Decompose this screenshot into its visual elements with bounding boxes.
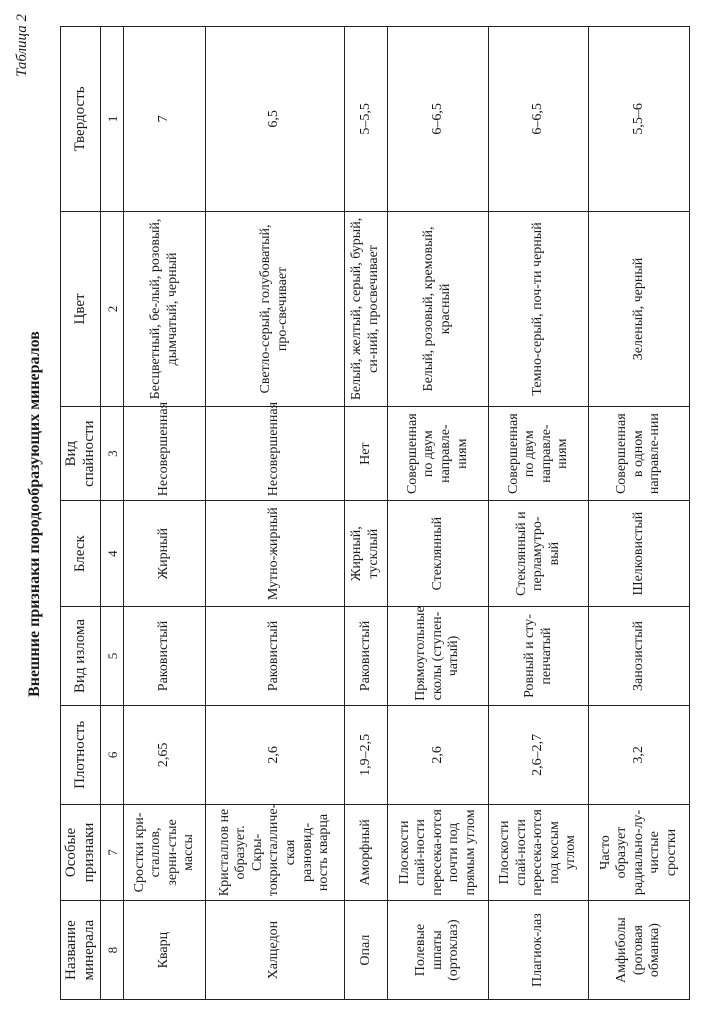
cell-luster: Жирный [124,501,206,607]
cell-features: Плоскости спай-ности пересека-ются почти под прямым углом [388,804,489,900]
cell-fracture: Раковистый [205,607,344,706]
header-density: Плотность [61,705,101,804]
cell-density: 2,65 [124,705,206,804]
table-title: Внешние признаки породообразующих минералов [26,331,43,697]
cell-hardness: 5,5–6 [589,27,690,212]
header-hardness: Твердость [61,27,101,212]
cell-cleavage: Нет [344,407,388,501]
table-row [388,27,489,1000]
cell-features: Кристаллов не образует. Скры-токристалличе-ская разновид-ность кварца [205,804,344,900]
cell-name: Кварц [124,901,206,1000]
table-label: Таблица 2 [14,14,30,77]
cell-luster: Стеклянный [388,501,489,607]
minerals-table [60,26,690,1000]
table-row [488,27,589,1000]
table-row [205,27,344,1000]
cell-color: Светло-серый, голубоватый, про-свечивает [205,211,344,406]
column-number-1: 1 [101,27,124,212]
cell-hardness: 6–6,5 [488,27,589,212]
header-fracture: Вид излома [61,607,101,706]
cell-color: Бесцветный, бе-лый, розовый, дымчатый, черный [124,211,206,406]
cell-cleavage: Несовершенная [124,407,206,501]
column-number-4: 4 [101,501,124,607]
column-number-7: 7 [101,804,124,900]
header-features: Особые признаки [61,804,101,900]
column-number-3: 3 [101,407,124,501]
cell-features: Плоскости спай-ности пересека-ются под косым углом [488,804,589,900]
cell-luster: Стеклянный и перламутро-вый [488,501,589,607]
column-number-8: 8 [101,901,124,1000]
cell-fracture: Раковистый [344,607,388,706]
cell-luster: Шелковистый [589,501,690,607]
cell-features: Аморфный [344,804,388,900]
header-cleavage: Вид спайности [61,407,101,501]
cell-color: Зеленый, черный [589,211,690,406]
column-number-6: 6 [101,705,124,804]
cell-luster: Жирный, тусклый [344,501,388,607]
cell-cleavage: Несовершенная [205,407,344,501]
table-row [344,27,388,1000]
header-luster: Блеск [61,501,101,607]
cell-hardness: 6,5 [205,27,344,212]
cell-cleavage: Совершенная в одном направле-нии [589,407,690,501]
header-color: Цвет [61,211,101,406]
cell-fracture: Прямоугольные сколы (ступен-чатый) [388,607,489,706]
cell-fracture: Раковистый [124,607,206,706]
cell-luster: Мутно-жирный [205,501,344,607]
cell-name: Плагиок-лаз [488,901,589,1000]
cell-name: Халцедон [205,901,344,1000]
cell-fracture: Ровный и сту-пенчатый [488,607,589,706]
cell-density: 2,6 [388,705,489,804]
cell-color: Темно-серый, поч-ти черный [488,211,589,406]
cell-name: Амфиболы (роговая обманка) [589,901,690,1000]
cell-features: Часто образует радиально-лу-чистые сростки [589,804,690,900]
header-name: Название минерала [61,901,101,1000]
table-row [589,27,690,1000]
cell-cleavage: Совершенная по двум направле-ниям [488,407,589,501]
column-number-5: 5 [101,607,124,706]
cell-name: Опал [344,901,388,1000]
table-row [124,27,206,1000]
cell-density: 1,9–2,5 [344,705,388,804]
cell-hardness: 6–6,5 [388,27,489,212]
cell-hardness: 5–5,5 [344,27,388,212]
cell-density: 2,6–2,7 [488,705,589,804]
cell-density: 2,6 [205,705,344,804]
cell-features: Сростки кри-сталлов, зерни-стые массы [124,804,206,900]
cell-color: Белый, розовый, кремовый, красный [388,211,489,406]
cell-name: Полевые шпаты (ортоклаз) [388,901,489,1000]
cell-fracture: Занозистый [589,607,690,706]
column-number-2: 2 [101,211,124,406]
cell-color: Белый, желтый, серый, бурый, си-ний, просвечивает [344,211,388,406]
cell-cleavage: Совершенная по двум направле-ниям [388,407,489,501]
cell-hardness: 7 [124,27,206,212]
cell-density: 3,2 [589,705,690,804]
